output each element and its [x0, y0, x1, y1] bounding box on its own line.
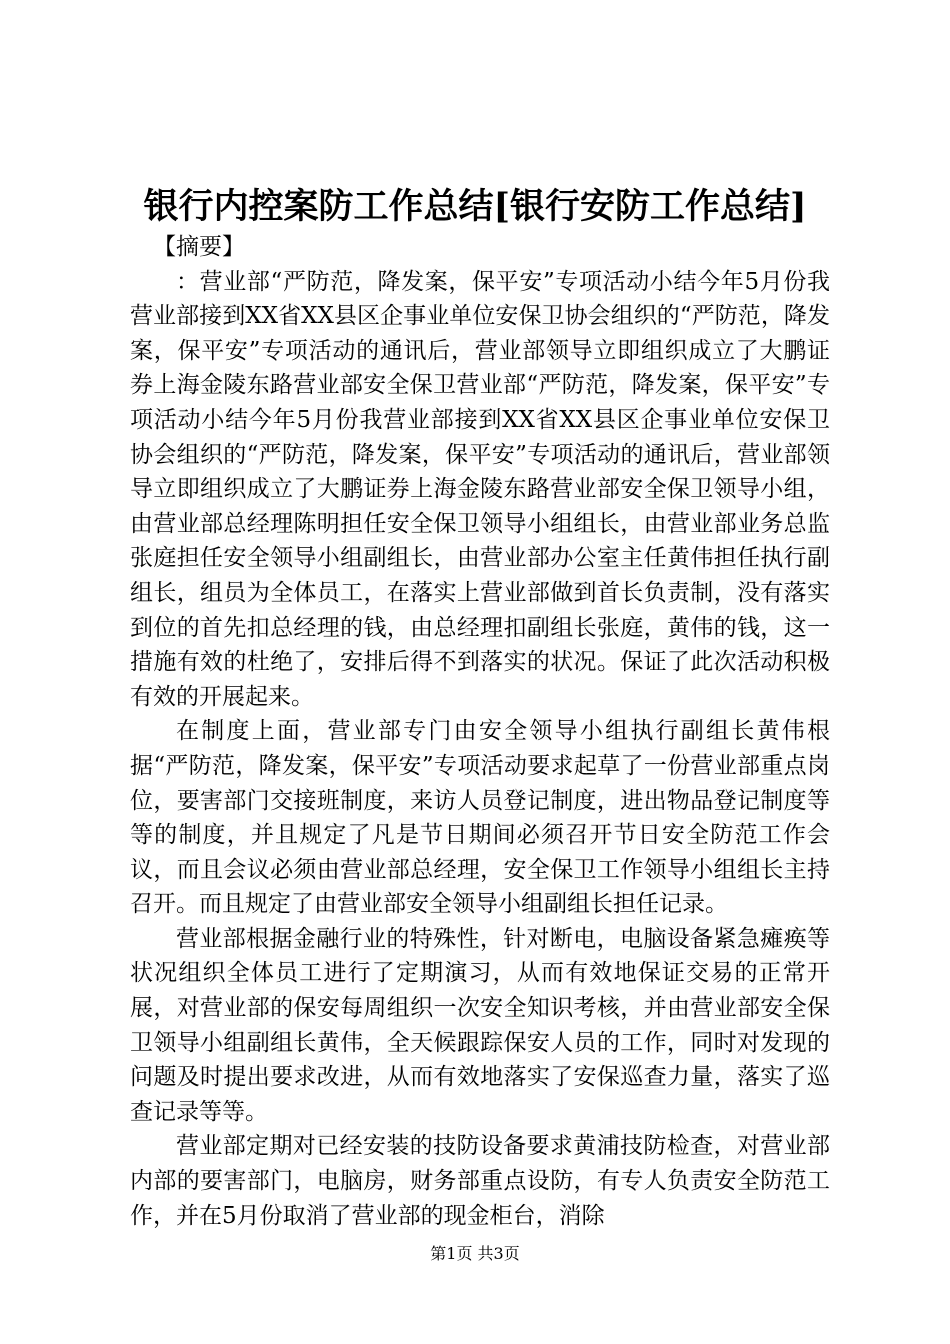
document-title: 银行内控案防工作总结[银行安防工作总结] — [143, 186, 807, 227]
paragraph-3: 营业部根据金融行业的特殊性，针对断电，电脑设备紧急瘫痪等状况组织全体员工进行了定期演习，从而有效地保证交易的正常开展，对营业部的保安每周组织一次安全知识考核，并由营业部安全保卫领导小组副组长黄伟，全天候跟踪保安人员的工作，同时对发现的问题及时提出要求改进，从而有效地落实了安保巡查力量，落实了巡查记录等等。 — [130, 925, 830, 1125]
document-body — [130, 230, 830, 1233]
paragraph-2: 在制度上面，营业部专门由安全领导小组执行副组长黄伟根据“严防范，降发案，保平安”专项活动要求起草了一份营业部重点岗位，要害部门交接班制度，来访人员登记制度，进出物品登记制度等等的制度，并且规定了凡是节日期间必须召开节日安全防范工作会议，而且会议必须由营业部总经理，安全保卫工作领导小组组长主持召开。而且规定了由营业部安全领导小组副组长担任记录。 — [130, 718, 830, 918]
summary-label: 【摘要】 — [153, 234, 245, 260]
paragraph-4: 营业部定期对已经安装的技防设备要求黄浦技防检查，对营业部内部的要害部门，电脑房，财务部重点设防，有专人负责安全防范工作，并在5月份取消了营业部的现金柜台，消除 — [130, 1133, 830, 1229]
page-footer: 第1页 共3页 — [430, 1244, 520, 1263]
paragraph-1: ：营业部“严防范，降发案，保平安”专项活动小结今年5月份我营业部接到XX省XX县区企事业单位安保卫协会组织的“严防范，降发案，保平安”专项活动的通讯后，营业部领导立即组织成立了大鹏证券上海金陵东路营业部安全保卫营业部“严防范，降发案，保平安”专项活动小结今年5月份我营业部接到XX省XX县区企事业单位安保卫协会组织的“严防范，降发案，保平安”专项活动的通讯后，营业部领导立即组织成立了大鹏证券上海金陵东路营业部安全保卫领导小组，由营业部总经理陈明担任安全保卫领导小组组长，由营业部业务总监张庭担任安全领导小组副组长，由营业部办公室主任黄伟担任执行副组长，组员为全体员工，在落实上营业部做到首长负责制，没有落实到位的首先扣总经理的钱，由总经理扣副组长张庭，黄伟的钱，这一措施有效的杜绝了，安排后得不到落实的状况。保证了此次活动积极有效的开展起来。 — [130, 268, 830, 710]
